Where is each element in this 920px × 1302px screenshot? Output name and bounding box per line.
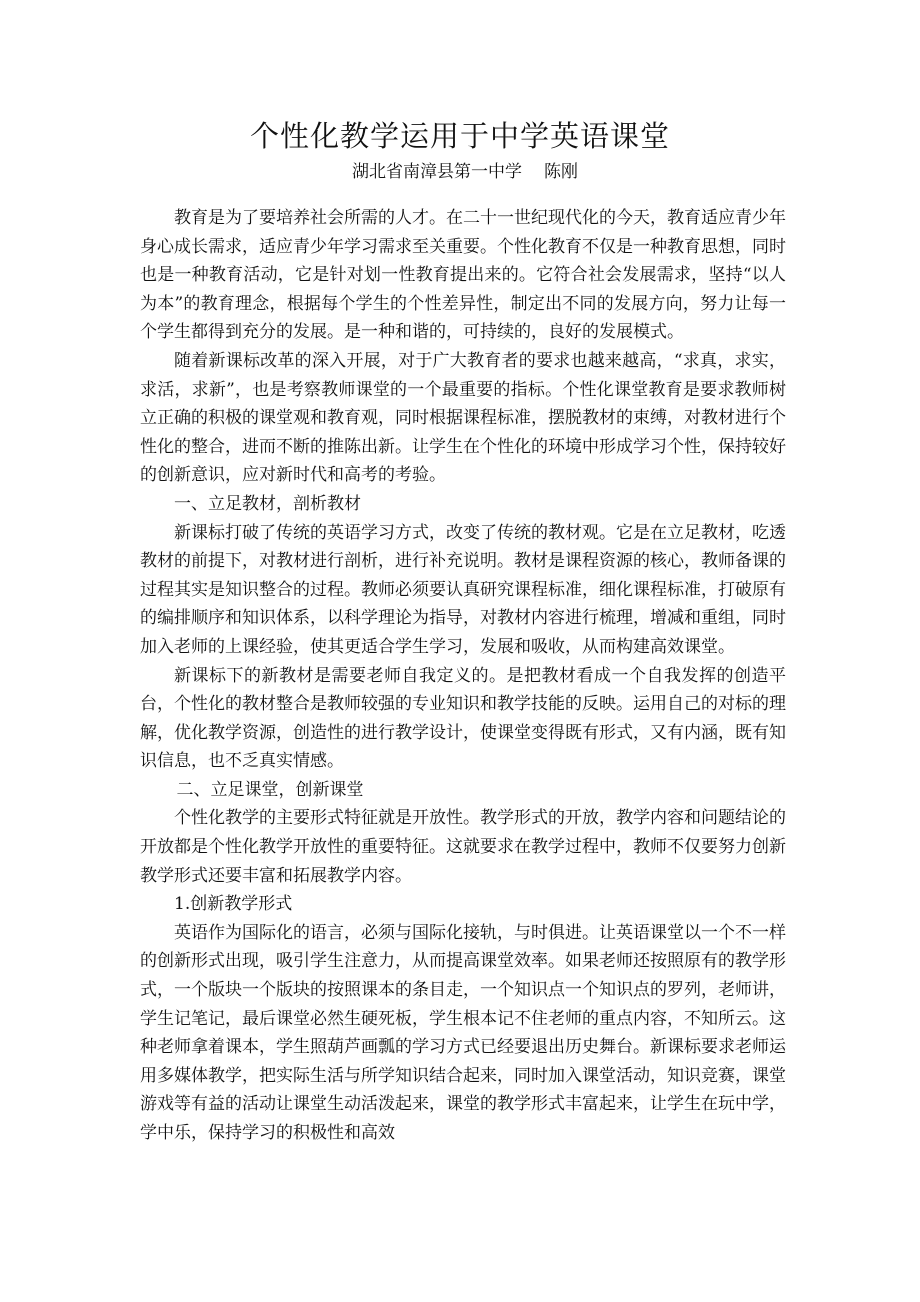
byline [0,157,920,187]
paragraph: 新课标下的新教材是需要老师自我定义的。是把教材看成一个自我发挥的创造平台，个性化的教材整合是教师较强的专业知识和教学技能的反映。运用自己的对标的理解，优化教学资源，创造性的进行教学设计，使课堂变得既有形式，又有内涵，既有知识信息，也不乏真实情感。 [140,665,786,772]
section-heading: 一、立足教材，剖析教材 [174,493,361,514]
document-body [140,204,786,1148]
byline-author: 陈刚 [544,162,578,182]
page-title: 个性化教学运用于中学英语课堂 [249,119,670,153]
paragraph: 随着新课标改革的深入开展，对于广大教育者的要求也越来越高，“求真，求实，求活，求新”，也是考察教师课堂的一个最重要的指标。个性化课堂教育是要求教师树立正确的积极的课堂观和教育观，同时根据课程标准，摆脱教材的束缚，对教材进行个性化的整合，进而不断的推陈出新。让学生在个性化的环境中形成学习个性，保持较好的创新意识，应对新时代和高考的考验。 [140,350,786,486]
byline-school: 湖北省南漳县第一中学 [352,162,522,182]
paragraph: 教育是为了要培养社会所需的人才。在二十一世纪现代化的今天，教育适应青少年身心成长需求，适应青少年学习需求至关重要。个性化教育不仅是一种教育思想，同时也是一种教育活动，它是针对划一性教育提出来的。它符合社会发展需求，坚持“以人为本”的教育理念，根据每个学生的个性差异性，制定出不同的发展方向，努力让每一个学生都得到充分的发展。是一种和谐的，可持续的，良好的发展模式。 [140,208,786,343]
subsection-heading: 1.创新教学形式 [174,894,293,915]
section-heading: 二、立足课堂，创新课堂 [176,779,364,800]
paragraph: 英语作为国际化的语言，必须与国际化接轨，与时俱进。让英语课堂以一个不一样的创新形式出现，吸引学生注意力，从而提高课堂效率。如果老师还按照原有的教学形式，一个版块一个版块的按照课本的条目走，一个知识点一个知识点的罗列，老师讲，学生记笔记，最后课堂必然生硬死板，学生根本记不住老师的重点内容，不知所云。这种老师拿着课本，学生照葫芦画瓢的学习方式已经要退出历史舞台。新课标要求老师运用多媒体教学，把实际生活与所学知识结合起来，同时加入课堂活动，知识竞赛，课堂游戏等有益的活动让课堂生动活泼起来，课堂的教学形式丰富起来，让学生在玩中学，学中乐，保持学习的积极性和高效 [140,922,786,1143]
paragraph: 个性化教学的主要形式特征就是开放性。教学形式的开放，教学内容和问题结论的开放都是个性化教学开放性的重要特征。这就要求在教学过程中，教师不仅要努力创新教学形式还要丰富和拓展教学内容。 [140,808,786,886]
paragraph: 新课标打破了传统的英语学习方式，改变了传统的教材观。它是在立足教材，吃透教材的前提下，对教材进行剖析，进行补充说明。教材是课程资源的核心，教师备课的过程其实是知识整合的过程。教师必须要认真研究课程标准，细化课程标准，打破原有的编排顺序和知识体系，以科学理论为指导，对教材内容进行梳理，增减和重组，同时加入老师的上课经验，使其更适合学生学习，发展和吸收，从而构建高效课堂。 [140,522,786,657]
